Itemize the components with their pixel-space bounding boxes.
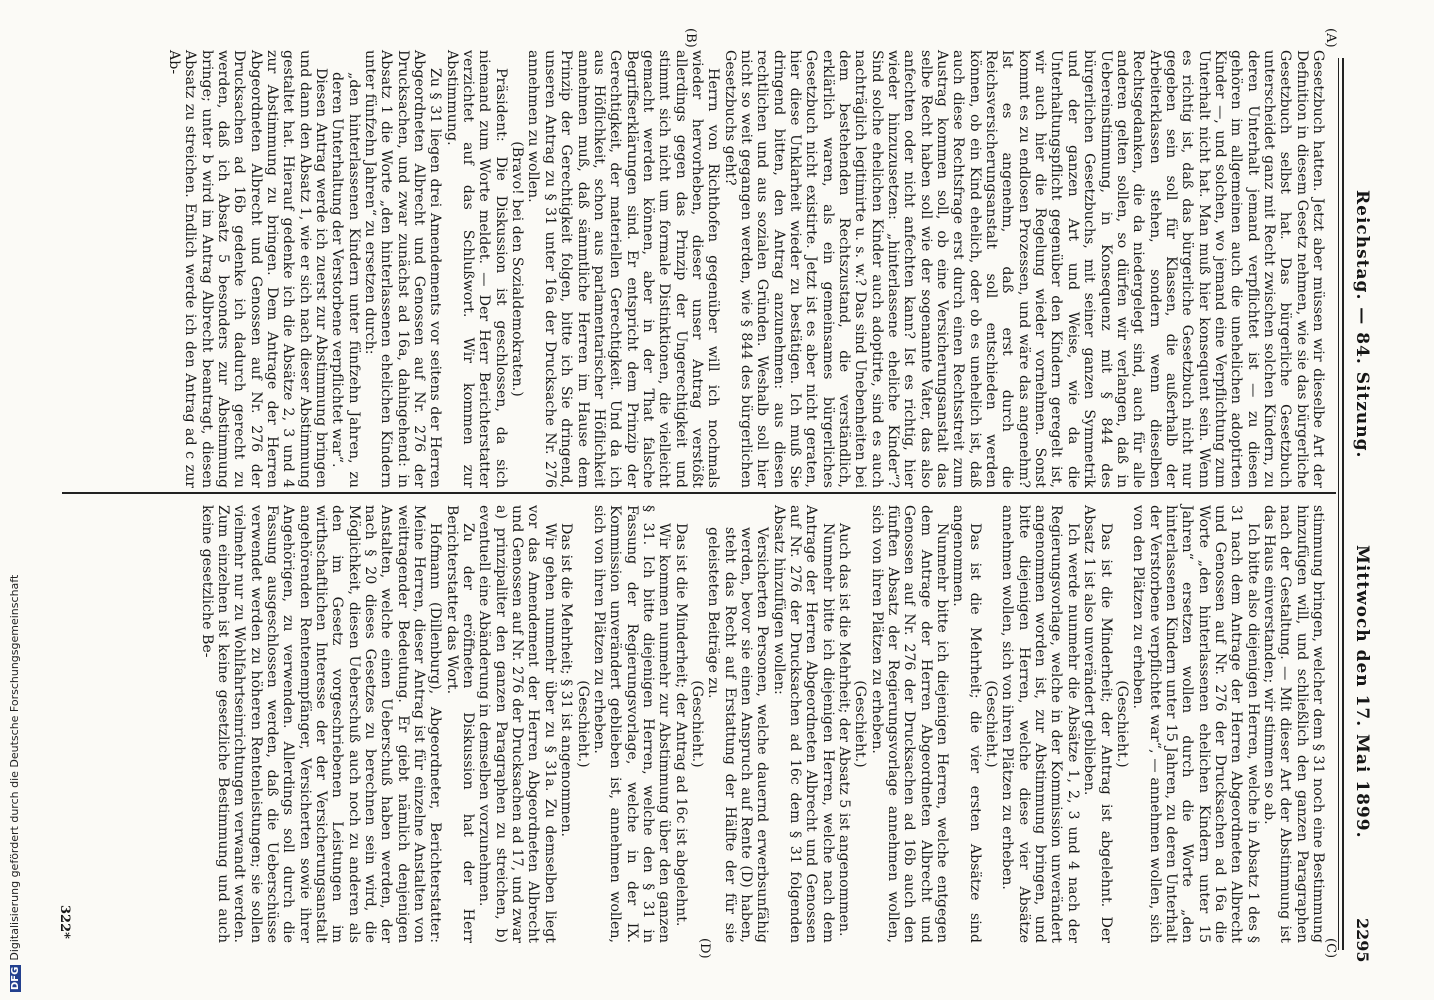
- paragraph: Wir kommen nunmehr zur Abstimmung über den ganzen § 31. Ich bitte diejenigen Herren, welche den § 31 in Fassung der Regierungsvorlage, welche in der IX. Kommission unverändert geblieben ist, annehmen wollen, sich von ihren Plätzen zu erheben.: [590, 505, 673, 943]
- paragraph: Das ist die Mehrheit; § 31 ist angenommen.: [558, 523, 575, 837]
- paragraph: Das ist die Minderheit; der Antrag ad 16c ist abgelehnt.: [672, 523, 689, 927]
- digitization-note: [8, 575, 21, 992]
- stage-direction: (Bravo! bei den Sozialdemokraten.): [509, 141, 526, 397]
- paragraph: Zu § 31 liegen drei Amendements vor seitens der Herren Abgeordneten Albrecht und Genossen auf Nr. 276 der Drucksachen, und zwar zunächst ad 16a, dahingehend: in Absatz 1 die Worte „den hinterlassenen ehelichen Kindern unter fünfzehn Jahren“ zu ersetzen durch:: [362, 50, 444, 488]
- stage-direction: (Geschieht.): [688, 680, 705, 768]
- digitization-text: Digitalisierung gefördert durch die Deutsche Forschungsgemeinschaft: [8, 574, 21, 961]
- paragraph: Präsident: Die Diskussion ist geschlossen, da sich niemand zum Worte meldet. — Der Herr Berichterstatter verzichtet auf das Schlußwort. Wir kommen zur Abstimmung.: [443, 50, 509, 488]
- paragraph: Hofmann (Dillenburg), Abgeordneter, Berichterstatter: Meine Herren, dieser Antrag ist für einzelne Anstalten von weittragender Bedeutung. Er giebt nämlich denjenigen Anstalten, welche einen Ueberschuß haben werden, der nach § 20 dieses Gesetzes zu berechnen sein wird, die Möglichkeit, diesen Ueberschuß auch noch zu anderen als den im Gesetz vorgeschriebenen Leistungen im wirthschaftlichen Interesse der der Versicherungsanstalt angehörenden Rentenempfänger, Versicherten sowie ihrer Angehörigen, zu verwenden. Allerdings soll durch die Fassung ausgeschlossen werden, daß die Ueberschüsse verwendet werden zu höheren Rentenleistungen; sie sollen vielmehr nur zu Wohlfahrtseinrichtungen verwandt werden. Zum einzelnen ist keine gesetzliche Bestimmung und auch keine gesetzliche Be-: [198, 505, 444, 943]
- paragraph: Das ist die Mehrheit; die vier ersten Absätze sind angenommen.: [950, 505, 983, 943]
- stage-direction: (Geschieht.): [574, 680, 591, 768]
- left-column: [166, 50, 1326, 488]
- signature-text: 322*: [57, 905, 72, 939]
- paragraph: Zu der eröffneten Diskussion hat der Herr Berichterstatter das Wort.: [443, 505, 477, 943]
- paragraph: Gesetzbuch hatten. Jetzt aber müssen wir dieselbe Art der Definition in diesem Gesetz nehmen, wie sie das bürgerliche Gesetzbuch selbst hat. Das bürgerliche Gesetzbuch unterscheidet ganz mit Recht zwischen solchen Kindern, zu deren Unterhalt jemand verpflichtet ist — zu diesen gehören im allgemeinen auch die unehelichen adoptirten Kinder —, und solchen, wo jemand eine Verpflichtung zum Unterhalt nicht hat. Man muß hier konsequent sein. Wenn es richtig ist, daß das bürgerliche Gesetzbuch nicht nur gegeben sein soll für Klassen, die außerhalb der Arbeiterklassen stehen, sondern wenn dieselben Rechtsgedanken, die da niedergelegt sind, auch für alle anderen gelten sollen, so dürfen wir verlangen, daß in Uebereinstimmung, in Konsequenz mit § 844 des bürgerlichen Gesetzbuchs, mit seiner ganzen Symmetrik und der ganzen Art und Weise, wie da die Unterhaltungspflicht gegenüber den Kindern geregelt ist, wir auch hier die Regelung wieder vornehmen. Sonst kommt es zu endlosen Prozessen, und wäre das angenehm? Ist es angenehm, daß erst durch die Reichsversicherungsanstalt soll entschieden werden können, ob ein Kind ehelich, oder ob es unehelich ist, daß auch diese Rechtsfrage erst durch einen Rechtsstreit zum Austrag kommen soll, ob eine Versicherungsanstalt das selbe Recht haben soll wie der sogenannte Vater, das also anfechten oder nicht anfechten kann? Ist es richtig, hier wieder hinzuzusetzen: „hinterlassene eheliche Kinder“? Sind solche ehelichen Kinder auch adoptirte, sind es auch nachträglich legitimirte u. s. w.? Das sind Unebenheiten bei dem bestehenden Rechtszustand, die verständlich, erklärlich waren, als ein gemeinsames bürgerliches Gesetzbuch nicht existirte. Jetzt ist es aber nicht geraten, hier diese Unklarheit wieder zu bestätigen. Ich muß Sie dringend bitten, den Antrag anzunehmen: aus diesen rechtlichen und aus sozialen Gründen. Weshalb soll hier nicht so weit gegangen werden, wie § 844 des bürgerlichen Gesetzbuchs geht?: [721, 50, 1326, 488]
- paragraph: Nunmehr bitte ich diejenigen Herren, welche nach dem Antrage der Herren Abgeordneten Albrecht und Genossen auf Nr. 276 der Drucksachen ad 16c dem § 31 folgenden Absatz hinzufügen wollen:: [770, 505, 836, 943]
- stage-direction: (Geschieht.): [983, 680, 1000, 768]
- page-number: [1353, 918, 1372, 963]
- margin-mark-d: (D): [697, 938, 712, 959]
- paragraph: Ich werde nunmehr die Absätze 1, 2, 3 und 4 nach der Regierungsvorlage, welche in der Kommission unverändert angenommen worden ist, zur Abstimmung bringen, und bitte diejenigen Herren, welche diese vier Absätze annehmen wollen, sich von ihren Plätzen zu erheben.: [999, 505, 1081, 943]
- stage-direction: (Geschieht.): [1113, 680, 1130, 768]
- paragraph: Auch das ist die Mehrheit; der Absatz 5 ist angenommen.: [836, 523, 853, 937]
- quote: Versicherten Personen, welche dauernd erwerbsunfähig werden, bevor sie einen Anspruch auf Rente (D) haben, steht das Recht auf Erstattung der Hälfte der für sie geleisteten Beiträge zu.: [705, 527, 771, 943]
- column-divider: [62, 492, 1336, 494]
- stage-direction: (Geschieht.): [852, 680, 869, 768]
- quote: „den hinterlassenen Kindern unter fünfzehn Jahren, zu deren Unterhaltung der Verstorbene verpflichtet war“.: [329, 72, 362, 488]
- page-header-left: [1352, 190, 1372, 458]
- paragraph: Diesen Antrag werde ich zuerst zur Abstimmung bringen und dann den Absatz 1, wie er sich nach dieser Abstimmung gestaltet hat. Hierauf gedenke ich die Absätze 2, 3 und 4 zur Abstimmung zu bringen. Dem Antrage der Herren Abgeordneten Albrecht und Genossen auf Nr. 276 der Drucksachen ad 16b gedenke ich dadurch gerecht zu werden, daß ich Absatz 5 besonders zur Abstimmung bringe; unter b wird im Antrag Albrecht beantragt, diesen Absatz zu streichen. Endlich werde ich den Antrag ad c zur Ab-: [165, 50, 330, 488]
- header-rule-thin: [1338, 58, 1339, 950]
- paragraph: Ich bitte also diejenigen Herren, welche in Absatz 1 des § 31 nach dem Antrage der Herren Abgeordneten Albrecht und Genossen auf Nr. 276 der Drucksachen ad 16a die Worte „den hinterlassenen ehelichen Kindern unter 15 Jahren“ ersetzen wollen durch die Worte „den hinterlassenen Kindern unter 15 Jahren, zu deren Unterhalt der Verstorbene verpflichtet war“, — annehmen wollen, sich von den Plätzen zu erheben.: [1130, 505, 1261, 943]
- dfg-logo: DFG: [10, 966, 21, 990]
- paragraph: Herrn von Richthofen gegenüber will ich nochmals wieder hervorheben, dieser unser Antrag verstößt allerdings gegen das Prinzip der Ungerechtigkeit und stimmt sich nicht um formale Distinktionen, die vielleicht gemacht werden können, aber in der That falsche Begriffserklärungen sind. Er entspricht dem Prinzip der Gerechtigkeit, der materiellen Gerechtigkeit. Und da ich aus Höflichkeit, schon aus parlamentarischer Höflichkeit annehmen muß, daß sämmtliche Herren im Hause dem Prinzip der Gerechtigkeit folgen, bitte ich Sie dringend, unseren Antrag zu § 31 unter 16a der Drucksache Nr. 276 annehmen zu wollen.: [525, 50, 722, 488]
- paragraph: Das ist die Minderheit; der Antrag ist abgelehnt. Der Absatz 1 ist also unverändert geblieben.: [1081, 505, 1114, 943]
- page-header-right: [1352, 545, 1372, 839]
- margin-mark-c: (C): [1323, 938, 1338, 959]
- right-column: [198, 505, 1326, 943]
- running-title-right: Mittwoch den 17. Mai 1899.: [1352, 545, 1372, 839]
- margin-mark-b: (B): [683, 28, 698, 48]
- signature-mark: [57, 905, 72, 939]
- paragraph: Nunmehr bitte ich diejenigen Herren, welche entgegen dem Antrage der Herren Abgeordneten Albrecht und Genossen auf Nr. 276 der Drucksachen ad 16b auch den fünften Absatz der Regierungsvorlage annehmen wollen, sich von ihren Plätzen zu erheben.: [868, 505, 951, 943]
- paragraph: stimmung bringen, welcher dem § 31 noch eine Bestimmung hinzufügen will, und schließlich den ganzen Paragraphen nach der Gestaltung. — Mit dieser Art der Abstimmung ist das Haus einverstanden; wir stimmen so ab.: [1260, 505, 1326, 943]
- paragraph: Wir gehen nunmehr über zu § 31a. Zu demselben liegt vor das Amendement der Herren Abgeordneten Albrecht und Genossen auf Nr. 276 der Drucksachen ad 17, und zwar a) prinzipaliter den ganzen Paragraphen zu streichen, b) eventuell eine Abänderung in demselben vorzunehmen.: [476, 505, 558, 943]
- running-title-left: Reichstag. — 84. Sitzung.: [1352, 190, 1372, 459]
- page-number-text: 2295: [1353, 918, 1372, 963]
- header-rule: [1342, 58, 1344, 950]
- margin-mark-a: (A): [1323, 28, 1338, 48]
